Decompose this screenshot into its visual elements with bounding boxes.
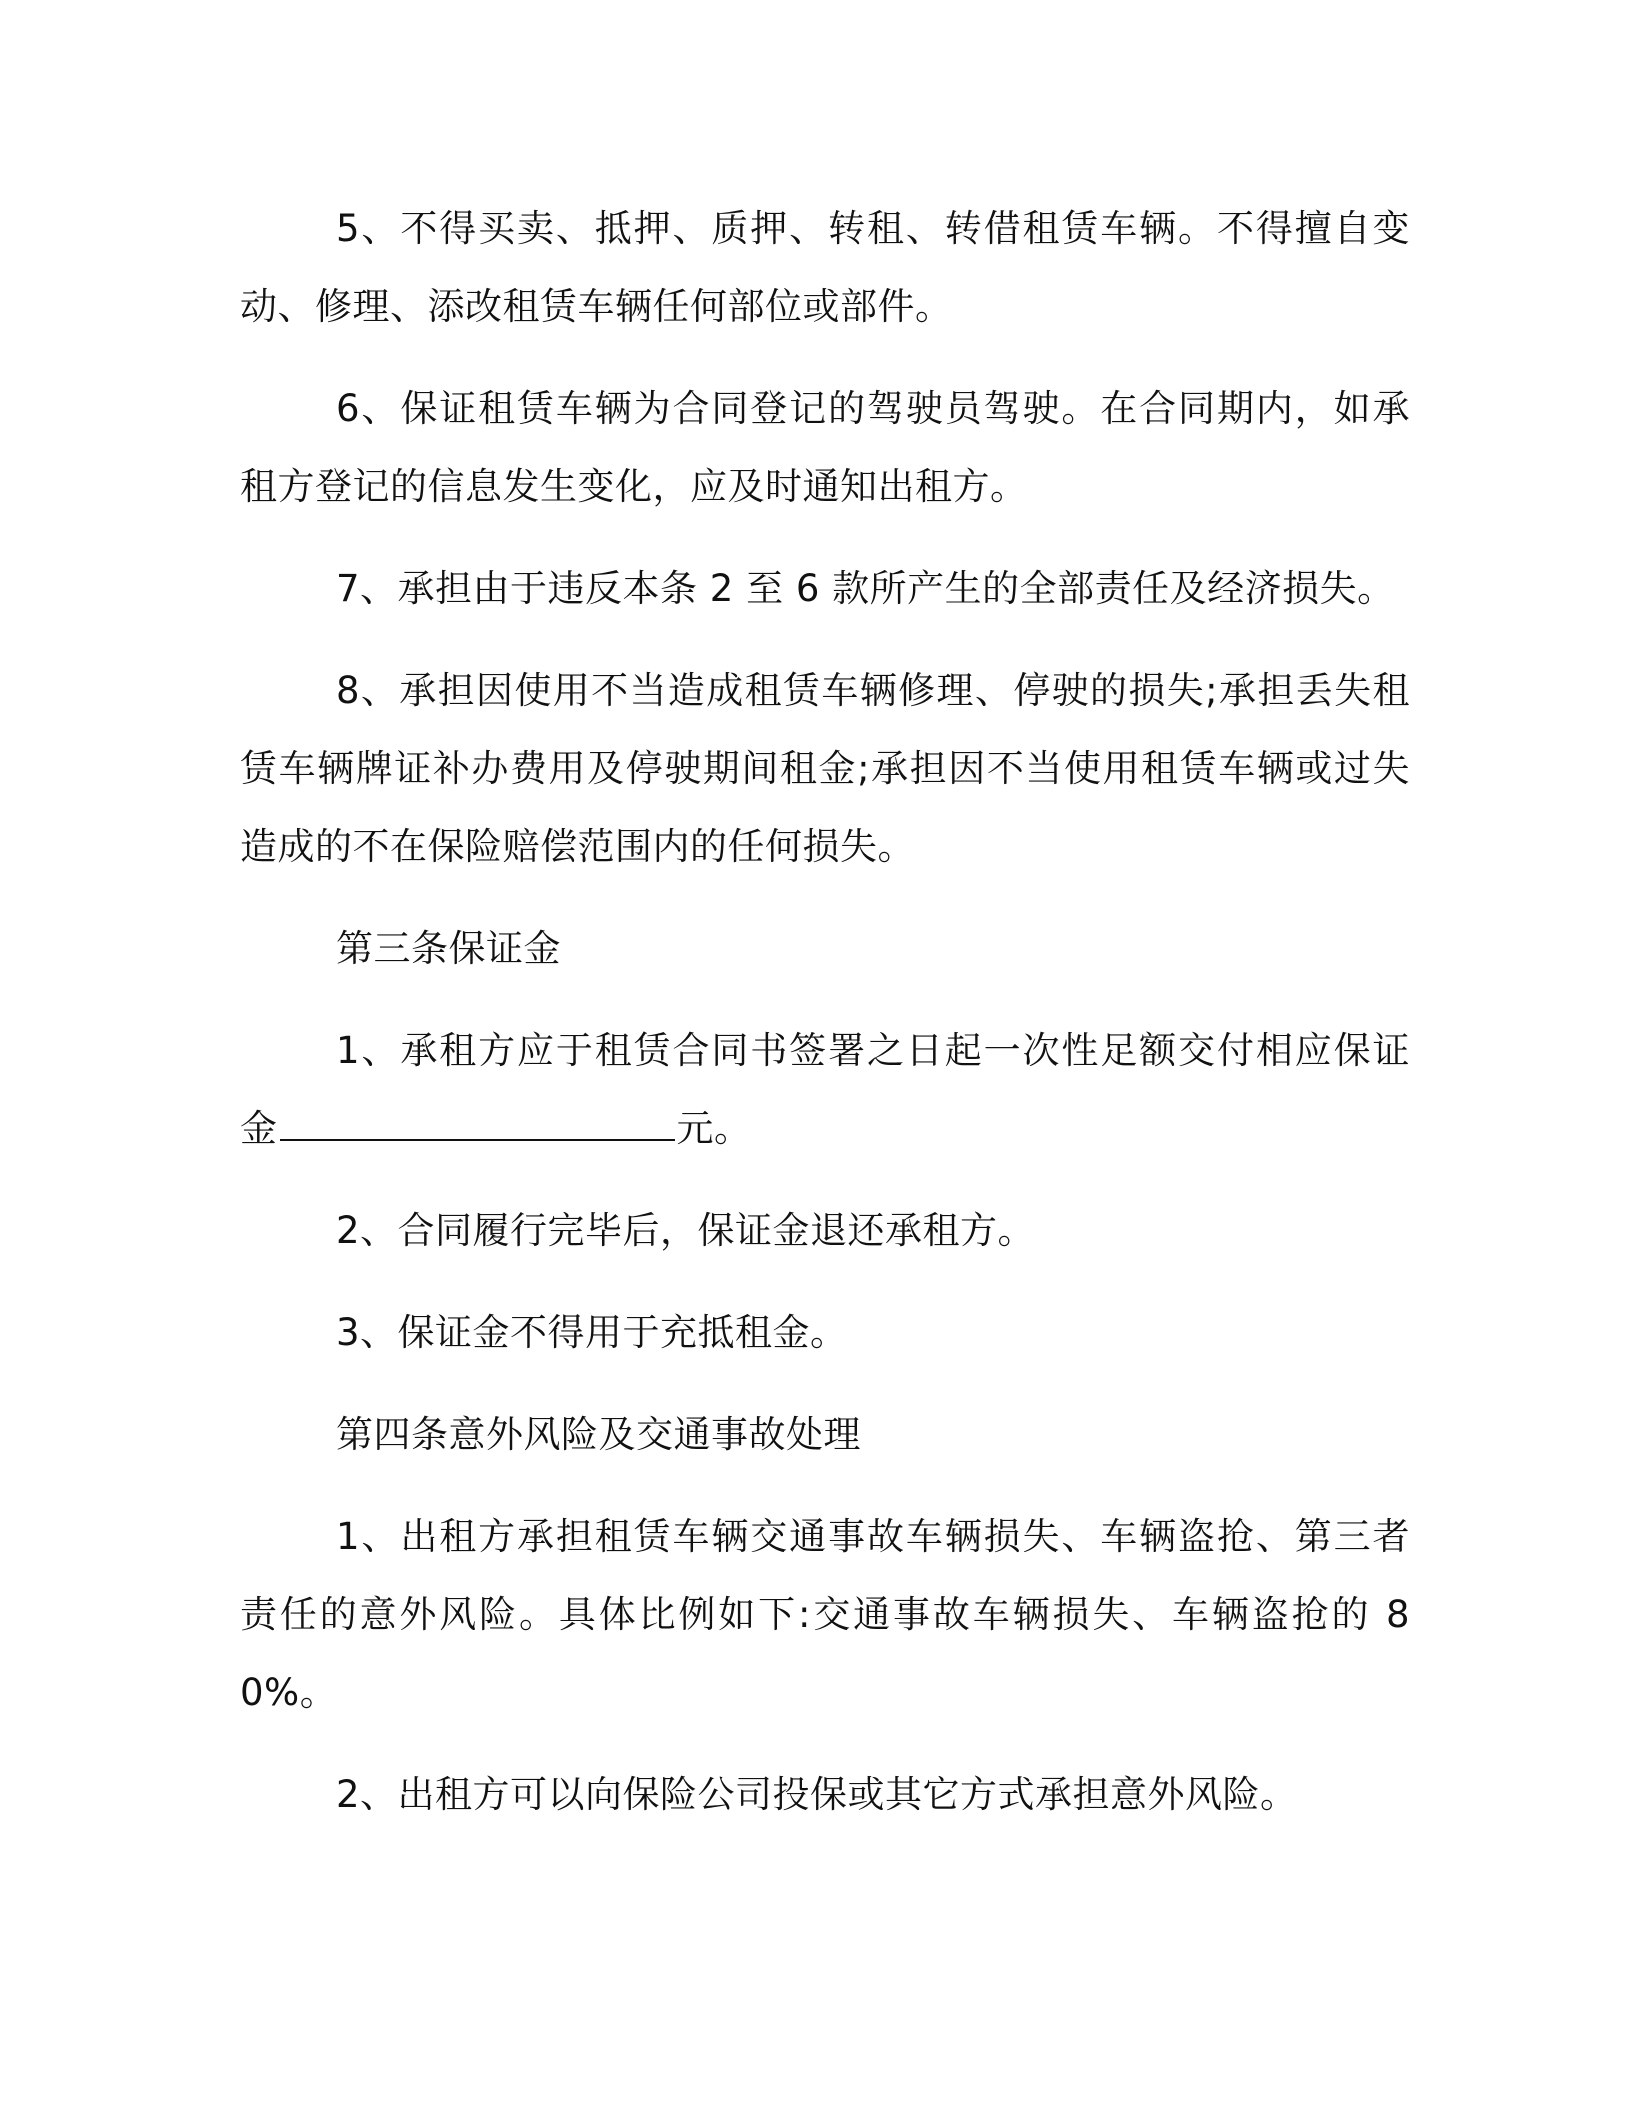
clause-5: 5、不得买卖、抵押、质押、转租、转借租赁车辆。不得擅自变动、修理、添改租赁车辆任何部位或部件。 <box>240 207 1410 328</box>
deposit-amount-blank <box>280 1109 675 1141</box>
section-3-heading: 第三条保证金 <box>336 927 561 970</box>
section-3-item-1 <box>240 1012 1410 1168</box>
clause-8: 8、承担因使用不当造成租赁车辆修理、停驶的损失;承担丢失租赁车辆牌证补办费用及停驶期间租金;承担因不当使用租赁车辆或过失造成的不在保险赔偿范围内的任何损失。 <box>240 669 1410 868</box>
section-4-item-1: 1、出租方承担租赁车辆交通事故车辆损失、车辆盗抢、第三者责任的意外风险。具体比例如下:交通事故车辆损失、车辆盗抢的 80%。 <box>240 1515 1410 1714</box>
section-3-item-3: 3、保证金不得用于充抵租金。 <box>336 1311 848 1354</box>
clause-7: 7、承担由于违反本条 2 至 6 款所产生的全部责任及经济损失。 <box>336 567 1395 610</box>
document-page <box>240 190 1410 1858</box>
section-3-item-1-prefix: 1、承租方应于租赁合同书签署之日起一次性足额交付相应保证金 <box>240 1029 1410 1150</box>
section-3-item-1-suffix: 元。 <box>676 1107 752 1150</box>
section-4-heading: 第四条意外风险及交通事故处理 <box>336 1413 861 1456</box>
section-4-item-2: 2、出租方可以向保险公司投保或其它方式承担意外风险。 <box>336 1773 1298 1816</box>
section-3-item-2: 2、合同履行完毕后，保证金退还承租方。 <box>336 1209 1036 1252</box>
clause-6: 6、保证租赁车辆为合同登记的驾驶员驾驶。在合同期内，如承租方登记的信息发生变化，应及时通知出租方。 <box>240 387 1410 508</box>
